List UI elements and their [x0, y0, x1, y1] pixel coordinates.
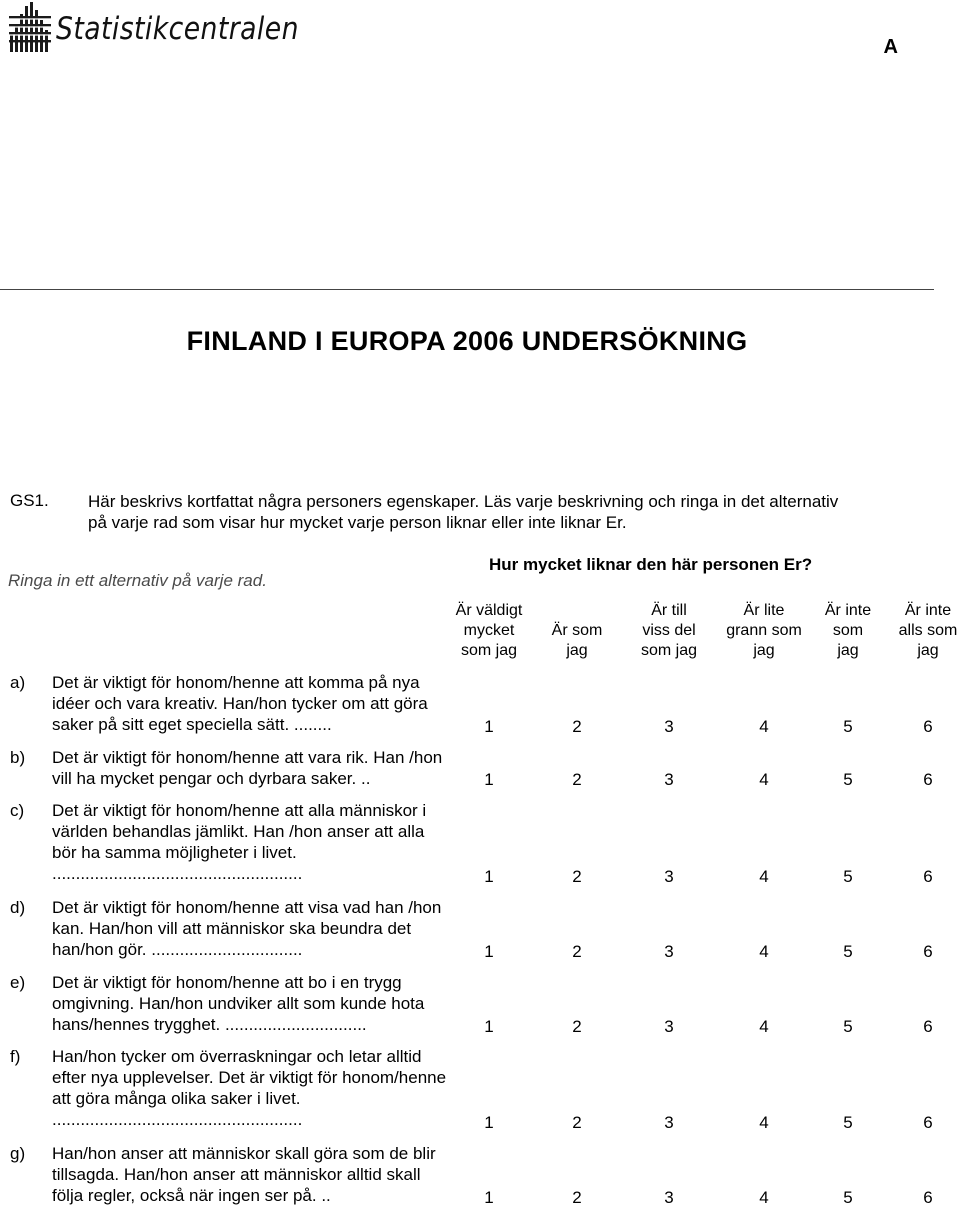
answer-option-3[interactable]: 3 [664, 1017, 674, 1036]
answer-option-2[interactable]: 2 [572, 1113, 582, 1132]
answer-option-5[interactable]: 5 [843, 1188, 853, 1207]
answer-option-5[interactable]: 5 [843, 717, 853, 736]
answer-option-1[interactable]: 1 [484, 867, 494, 886]
answer-option-2[interactable]: 2 [572, 1017, 582, 1036]
item-text: Han/hon tycker om överraskningar och letar alltid efter nya upplevelser. Det är viktigt för honom/henne att göra många olika saker i livet. ..................................................... [52, 1047, 447, 1129]
answer-option-1[interactable]: 1 [484, 1113, 494, 1132]
logo-text: Statistikcentralen [56, 11, 299, 47]
item-text: Det är viktigt för honom/henne att bo i en trygg omgivning. Han/hon undviker allt som kunde hota hans/hennes trygghet. .............................. [52, 973, 425, 1034]
scale-header-3: Är till viss del som jag [640, 602, 698, 659]
answer-option-6[interactable]: 6 [923, 942, 933, 961]
answer-option-1[interactable]: 1 [484, 770, 494, 789]
item-text: Det är viktigt för honom/henne att visa vad han /hon kan. Han/hon vill att människor ska beundra det han/hon gör. ................................ [52, 898, 442, 959]
item-text: Det är viktigt för honom/henne att alla människor i världen behandlas jämlikt. Han /hon anser att alla bör ha samma möjligheter i livet. ..................................................... [52, 801, 427, 883]
answer-option-4[interactable]: 4 [759, 1017, 769, 1036]
item-letter: b) [10, 748, 26, 767]
statistics-finland-logo-icon [8, 2, 52, 56]
statistikcentralen-logo [8, 2, 338, 56]
form-version-label: A [883, 36, 898, 58]
question-number: GS1. [10, 491, 49, 510]
answer-option-6[interactable]: 6 [923, 1017, 933, 1036]
answer-option-3[interactable]: 3 [664, 770, 674, 789]
divider [0, 289, 934, 290]
answer-option-2[interactable]: 2 [572, 717, 582, 736]
answer-option-5[interactable]: 5 [843, 1113, 853, 1132]
item-text: Det är viktigt för honom/henne att komma på nya idéer och vara kreativ. Han/hon tycker om att göra saker på sitt eget speciella sätt. ........ [52, 673, 428, 734]
scale-header-4: Är lite grann som jag [726, 602, 802, 659]
item-letter: a) [10, 673, 26, 692]
answer-option-3[interactable]: 3 [664, 942, 674, 961]
item-letter: e) [10, 973, 26, 992]
answer-option-1[interactable]: 1 [484, 717, 494, 736]
answer-option-4[interactable]: 4 [759, 770, 769, 789]
answer-option-2[interactable]: 2 [572, 942, 582, 961]
answer-option-6[interactable]: 6 [923, 1188, 933, 1207]
answer-option-4[interactable]: 4 [759, 1113, 769, 1132]
item-letter: f) [10, 1047, 21, 1066]
survey-title: FINLAND I EUROPA 2006 UNDERSÖKNING [186, 326, 748, 356]
answer-option-4[interactable]: 4 [759, 942, 769, 961]
answer-option-6[interactable]: 6 [923, 867, 933, 886]
answer-option-5[interactable]: 5 [843, 867, 853, 886]
answer-option-1[interactable]: 1 [484, 1188, 494, 1207]
scale-header-1: Är väldigt mycket som jag [455, 602, 523, 659]
answer-option-1[interactable]: 1 [484, 942, 494, 961]
answer-option-2[interactable]: 2 [572, 867, 582, 886]
answer-option-4[interactable]: 4 [759, 867, 769, 886]
item-text: Det är viktigt för honom/henne att vara rik. Han /hon vill ha mycket pengar och dyrbara saker. .. [52, 748, 443, 788]
item-letter: c) [10, 801, 25, 820]
answer-option-6[interactable]: 6 [923, 1113, 933, 1132]
answer-option-4[interactable]: 4 [759, 1188, 769, 1207]
answer-option-6[interactable]: 6 [923, 717, 933, 736]
answer-option-5[interactable]: 5 [843, 942, 853, 961]
question-intro: Här beskrivs kortfattat några personers egenskaper. Läs varje beskrivning och ringa in det alternativ på varje rad som visar hur mycket varje person liknar eller inte liknar Er. [88, 492, 839, 532]
scale-header-2: Är som jag [551, 622, 603, 659]
answer-option-2[interactable]: 2 [572, 1188, 582, 1207]
answer-option-3[interactable]: 3 [664, 1188, 674, 1207]
answer-option-5[interactable]: 5 [843, 1017, 853, 1036]
item-text: Han/hon anser att människor skall göra som de blir tillsagda. Han/hon anser att människor alltid skall följa regler, också när ingen ser på. .. [52, 1144, 436, 1205]
answer-option-4[interactable]: 4 [759, 717, 769, 736]
answer-option-6[interactable]: 6 [923, 770, 933, 789]
scale-header-6: Är inte alls som jag [898, 602, 958, 659]
answer-option-1[interactable]: 1 [484, 1017, 494, 1036]
answer-option-3[interactable]: 3 [664, 867, 674, 886]
answer-option-2[interactable]: 2 [572, 770, 582, 789]
answer-instruction: Ringa in ett alternativ på varje rad. [8, 571, 267, 590]
answer-option-5[interactable]: 5 [843, 770, 853, 789]
answer-option-3[interactable]: 3 [664, 717, 674, 736]
answer-option-3[interactable]: 3 [664, 1113, 674, 1132]
scale-header-5: Är inte som jag [824, 602, 872, 659]
item-letter: g) [10, 1144, 26, 1163]
scale-title: Hur mycket liknar den här personen Er? [489, 555, 813, 574]
item-letter: d) [10, 898, 26, 917]
